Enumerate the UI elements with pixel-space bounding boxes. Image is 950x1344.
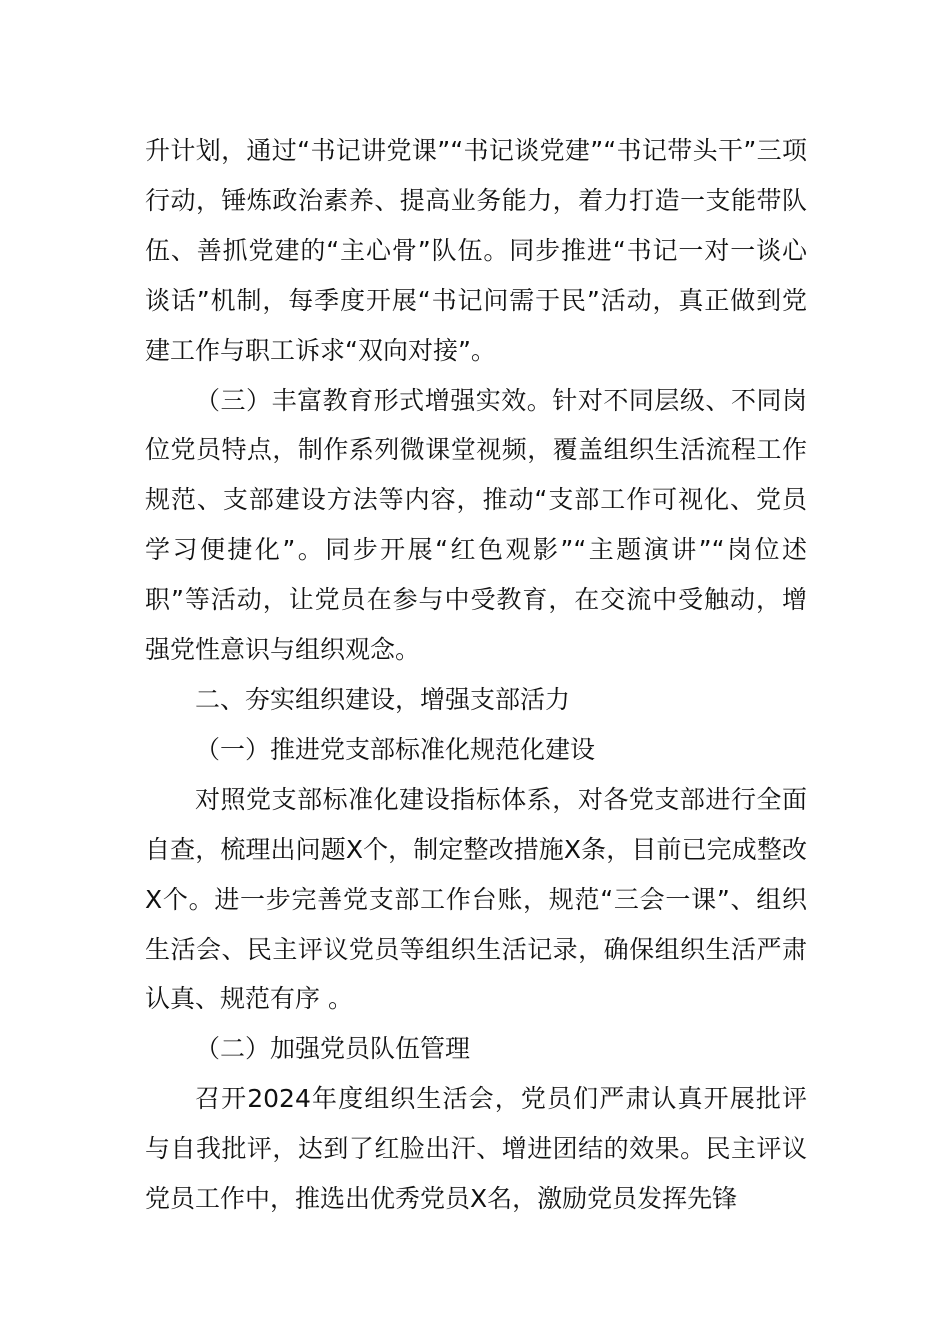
- document-body: [145, 126, 807, 1224]
- section-heading-organization: 二、夯实组织建设，增强支部活力: [195, 684, 571, 714]
- subheading-member-management: （二）加强党员队伍管理: [195, 1034, 471, 1064]
- paragraph-standardization: 对照党支部标准化建设指标体系，对各党支部进行全面自查，梳理出问题X个，制定整改措施X条，目前已完成整改X个。进一步完善党支部工作台账，规范“三会一课”、组织生活会、民主评议党员等组织生活记录，确保组织生活严肃认真、规范有序 。: [145, 784, 807, 1014]
- subheading-standardization: （一）推进党支部标准化规范化建设: [195, 734, 596, 764]
- paragraph-education-forms: （三）丰富教育形式增强实效。针对不同层级、不同岗位党员特点，制作系列微课堂视频，覆盖组织生活流程工作规范、支部建设方法等内容，推动“支部工作可视化、党员学习便捷化”。同步开展“红色观影”“主题演讲”“岗位述职”等活动，让党员在参与中受教育，在交流中受触动，增强党性意识与组织观念。: [145, 385, 807, 665]
- paragraph-member-management: 召开2024年度组织生活会，党员们严肃认真开展批评与自我批评，达到了红脸出汗、增进团结的效果。民主评议党员工作中，推选出优秀党员X名，激励党员发挥先锋: [145, 1084, 807, 1214]
- paragraph-continued: 升计划，通过“书记讲党课”“书记谈党建”“书记带头干”三项行动，锤炼政治素养、提高业务能力，着力打造一支能带队伍、善抓党建的“主心骨”队伍。同步推进“书记一对一谈心谈话”机制，每季度开展“书记问需于民”活动，真正做到党建工作与职工诉求“双向对接”。: [145, 136, 807, 365]
